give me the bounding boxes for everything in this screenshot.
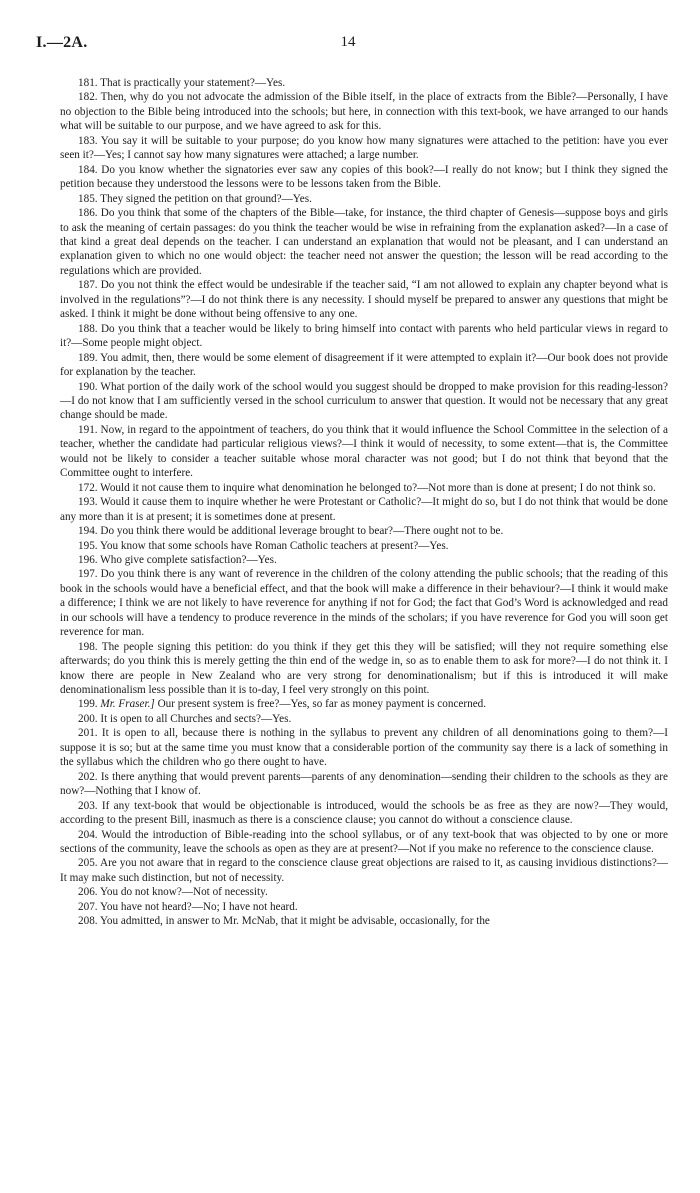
- paragraph-208: 208. You admitted, in answer to Mr. McNab, that it might be advisable, occasionally, for the: [78, 915, 490, 928]
- paragraph-200: 200. It is open to all Churches and sects?—Yes.: [78, 712, 292, 725]
- paragraph-193: 193. Would it cause them to inquire whether he were Protestant or Catholic?—It might do so, but I do not think that would be done any more than it is at present; it is sometimes done at present.: [60, 496, 668, 523]
- paragraph-202: 202. Is there anything that would prevent parents—parents of any denomination—sending their children to the schools as they are now?—Nothing that I know of.: [60, 770, 668, 798]
- paragraph-185: 185. They signed the petition on that ground?—Yes.: [78, 192, 312, 205]
- paragraph-172: 172. Would it not cause them to inquire what denomination he belonged to?—Not more than is done at present; I do not think so.: [78, 481, 656, 494]
- paragraph-204: 204. Would the introduction of Bible-reading into the school syllabus, or of any text-book that was objected to by one or more sections of the community, leave the schools as open as they are at present?—Not if you make no reference to the conscience clause.: [60, 828, 668, 856]
- paragraph-198: 198. The people signing this petition: do you think if they get this they will be satisfied; will they not require something else afterwards; do you think this is merely getting the thin end of the wedge in, so as to enable them to ask for more?—I do not think it. I know there are people in New Zealand who are very strong for denominationalism; but if this is introduced it will make denominationalism less possible than it is to-day, I feel very strongly on this point.: [60, 640, 668, 697]
- document-body: [60, 76, 668, 929]
- paragraph-201: 201. It is open to all, because there is nothing in the syllabus to prevent any children of all denominations going to them?—I suppose it is so; but at the same time you must know that a considerable portion of the community say there is a lack of something in the syllabus which the children who go there ought to have.: [60, 727, 668, 769]
- page-number: 14: [340, 34, 356, 50]
- paragraph-203: 203. If any text-book that would be objectionable is introduced, would the schools be as free as they are now?—They would, according to the present Bill, inasmuch as there is a conscience clause; you cannot do without a conscience clause.: [60, 799, 668, 827]
- paragraph-196: 196. Who give complete satisfaction?—Yes.: [78, 553, 277, 566]
- paragraph-194: 194. Do you think there would be additional leverage brought to bear?—There ought not to be.: [78, 525, 504, 538]
- paragraph-197: 197. Do you think there is any want of reverence in the children of the colony attending the public schools; that the reading of this book in the schools would have a beneficial effect, and that the book will make a difference in their behaviour?—I think it would make a difference; I think we are not likely to have reverence for anything if not for God; the fact that God’s Word is acknowledged and read in our schools will have a tendency to produce reverence in the minds of the scholars; if you have reverence for God you will soon get reverence for man.: [60, 568, 668, 639]
- speaker-label: Mr. Fraser.]: [100, 698, 155, 711]
- paragraph-181: 181. That is practically your statement?—Yes.: [78, 77, 286, 89]
- paragraph-190: 190. What portion of the daily work of the school would you suggest should be dropped to make provision for this reading-lesson?—I do not know that I am sufficiently versed in the school curriculum to answer that question. It would not be necessary that any great change should be made.: [60, 380, 668, 422]
- document-reference: I.—2A.: [36, 34, 88, 51]
- paragraph-182: 182. Then, why do you not advocate the admission of the Bible itself, in the place of extracts from the Bible?—Personally, I have no objection to the Bible being introduced into the schools; but here, in connection with this text-book, we have arranged to our hands what will be suitable to our purpose, and we have agreed to ask for this.: [60, 91, 668, 133]
- paragraph-199: [60, 697, 668, 711]
- paragraph-191: 191. Now, in regard to the appointment of teachers, do you think that it would influence the School Committee in the selection of a teacher, whether the candidate had particular religious views?—I think it would of necessity, to some extent—that is, the Committee would not be likely to consider a teacher suitable whose moral character was not good; but I do not think that beyond that the Committee ought to interfere.: [60, 423, 668, 480]
- paragraph-206: 206. You do not know?—Not of necessity.: [78, 886, 268, 899]
- paragraph-186: 186. Do you think that some of the chapters of the Bible—take, for instance, the third chapter of Genesis—suppose boys and girls to ask the meaning of certain passages: do you think the teacher would be wise in refraining from the explanation asked?—In a case of that kind a great deal depends on the teacher. I can understand an explanation that would not be pleasant, and I can understand an explanation given to which no one would object: the teacher need not answer the question; the lesson will be read according to the regulations which are provided.: [60, 207, 668, 277]
- paragraph-199-text: Our present system is free?—Yes, so far as money payment is concerned.: [157, 698, 487, 711]
- paragraph-189: 189. You admit, then, there would be some element of disagreement if it were attempted to explain it?—Our book does not provide for explanation by the teacher.: [60, 351, 668, 379]
- paragraph-207: 207. You have not heard?—No; I have not heard.: [78, 900, 298, 913]
- paragraph-187: 187. Do you not think the effect would be undesirable if the teacher said, “I am not allowed to explain any chapter beyond what is involved in the regulations”?—I do not think there is any necessity. I should myself be prepared to answer any questions that might be asked. I think it might be done without being offensive to any one.: [60, 279, 668, 321]
- paragraph-188: 188. Do you think that a teacher would be likely to bring himself into contact with parents who held particular views in regard to it?—Some people might object.: [60, 322, 668, 350]
- paragraph-184: 184. Do you know whether the signatories ever saw any copies of this book?—I really do not know; but I think they signed the petition because they understood the lessons were to be lessons taken from the Bible.: [60, 163, 668, 191]
- paragraph-205: 205. Are you not aware that in regard to the conscience clause great objections are raised to it, as causing invidious distinctions?—It may make such distinction, but not of necessity.: [60, 857, 668, 884]
- paragraph-183: 183. You say it will be suitable to your purpose; do you know how many signatures were attached to the petition: have you ever seen it?—Yes; I cannot say how many signatures were attached; a large number.: [60, 134, 668, 162]
- paragraph-195: 195. You know that some schools have Roman Catholic teachers at present?—Yes.: [78, 539, 449, 552]
- page-header: [36, 34, 660, 58]
- question-number: 199.: [78, 698, 98, 711]
